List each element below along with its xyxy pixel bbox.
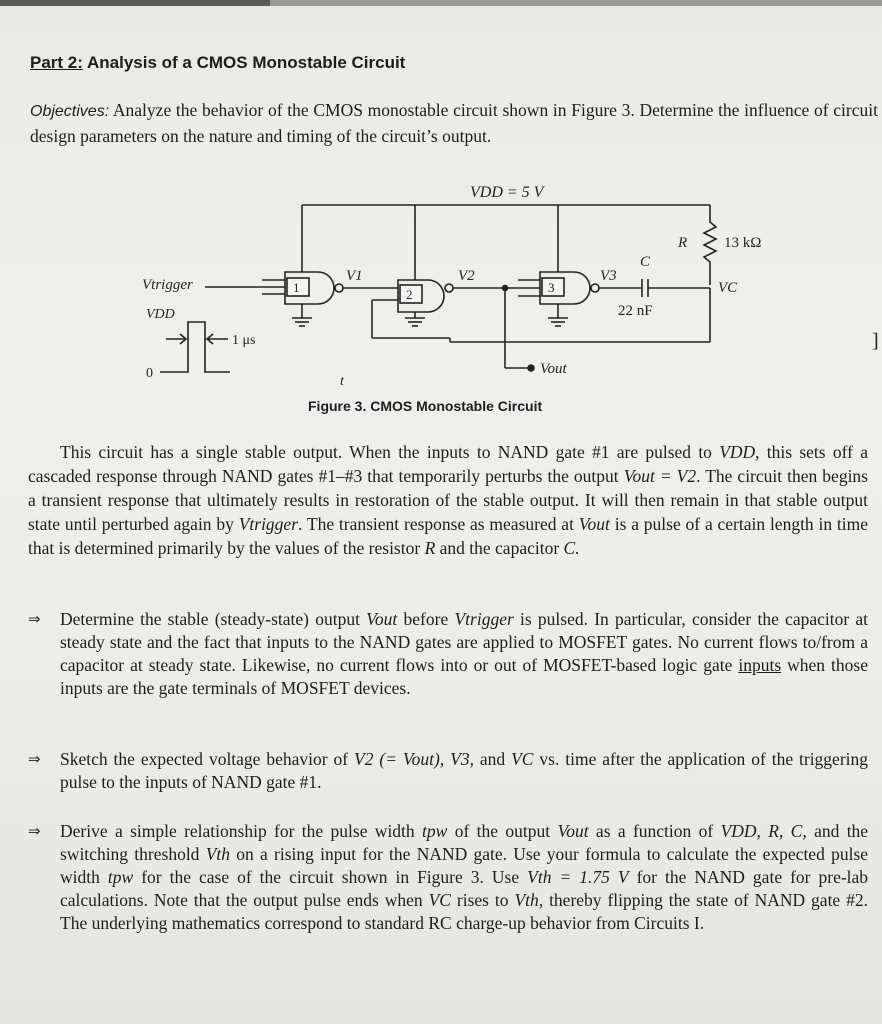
resistor-value: 13 kΩ <box>724 235 762 251</box>
objectives-text: Analyze the behavior of the CMOS monostable circuit shown in Figure 3. Determine the influence of circuit design parameters on the nature and timing of the circuit’s output. <box>30 100 878 146</box>
para-s5: is a pulse of a certain length in time that is determined primarily by the values of the resistor <box>28 514 869 558</box>
para-vout: Vout <box>578 514 610 534</box>
trigger-pulse <box>160 322 230 372</box>
para-s2: , this sets off a cascaded response through NAND gates #1–#3 that temporarily perturbs the output <box>28 442 868 486</box>
capacitor-value: 22 nF <box>618 303 653 319</box>
pulse-zero-label: 0 <box>146 366 153 381</box>
gate3-label: 3 <box>548 280 555 295</box>
vtrigger-label: Vtrigger <box>142 277 193 293</box>
para-s1: This circuit has a single stable output. When the inputs to NAND gate #1 are pulsed to <box>60 442 712 462</box>
arrow-icon: ⇒ <box>28 610 41 628</box>
part-label: Part 2: <box>30 53 83 72</box>
arrow-icon: ⇒ <box>28 750 41 768</box>
g1-bubble <box>335 284 343 292</box>
para-vout-eq: Vout = V2 <box>623 466 697 486</box>
para-s4: . The transient response as measured at <box>298 514 574 534</box>
arrow-icon: ⇒ <box>28 822 41 840</box>
v1-label: V1 <box>346 268 363 284</box>
page-title <box>30 53 405 73</box>
capacitor-label: C <box>640 254 651 270</box>
para-vdd: VDD <box>719 442 756 462</box>
figure-caption: Figure 3. CMOS Monostable Circuit <box>308 398 543 414</box>
title-text: Analysis of a CMOS Monostable Circuit <box>87 53 406 72</box>
bullet-steady-state: ⇒ Determine the stable (steady-state) output Vout before Vtrigger is pulsed. In particular, consider the capacitor at steady state and the fact that inputs to the NAND gates are applied to MOSFET gates. No current flows to/from a capacitor at steady state. Likewise, no current flows into or out of MOSFET-based logic gate inputs when those inputs are the gate terminals of MOSFET devices. <box>28 609 869 698</box>
bullet-sketch: ⇒ Sketch the expected voltage behavior of V2 (= Vout), V3, and VC vs. time after the application of the triggering pulse to the inputs of NAND gate #1. <box>28 749 869 792</box>
v2-label: V2 <box>458 268 475 284</box>
gate1-label: 1 <box>293 280 300 295</box>
time-axis-label: t <box>340 374 344 389</box>
vdd-label: VDD = 5 V <box>470 184 544 201</box>
g2-bubble <box>445 284 453 292</box>
margin-bracket: ] <box>872 330 879 352</box>
para-c: C. <box>563 538 580 558</box>
vout-terminal <box>528 365 534 371</box>
circuit-diagram <box>0 175 882 400</box>
top-edge <box>0 0 882 6</box>
objectives <box>30 98 878 148</box>
g3-bubble <box>591 284 599 292</box>
description-paragraph <box>28 440 868 560</box>
gate2-label: 2 <box>406 287 413 302</box>
para-vtrig: Vtrigger <box>238 514 299 534</box>
para-s6: and the capacitor <box>439 538 560 558</box>
top-edge-dark <box>0 0 270 6</box>
resistor <box>704 205 716 285</box>
para-r: R <box>424 538 436 558</box>
resistor-label: R <box>678 235 688 251</box>
para-s3: . The circuit then begins a transient response that ultimately results in restoration of the stable output. It will then remain in that stable output state until perturbed again by <box>28 466 868 534</box>
objectives-label: Objectives: <box>30 103 110 120</box>
v3-label: V3 <box>600 268 617 284</box>
bullet-derive: ⇒ Derive a simple relationship for the pulse width tpw of the output Vout as a function of VDD, R, C, and the switching threshold Vth on a rising input for the NAND gate. Use your formula to calculate the expected pulse width tpw for the case of the circuit shown in Figure 3. Use Vth = 1.75 V for the NAND gate for pre-lab calculations. Note that the output pulse ends when VC rises to Vth, thereby flipping the state of NAND gate #2. The underlying mathematics correspond to standard RC charge-up behavior from Circuits I. <box>28 821 869 933</box>
vout-label: Vout <box>540 361 567 377</box>
vc-label: VC <box>718 280 738 296</box>
pulse-vdd-label: VDD <box>146 307 175 322</box>
pulse-width-label: 1 μs <box>232 333 256 348</box>
